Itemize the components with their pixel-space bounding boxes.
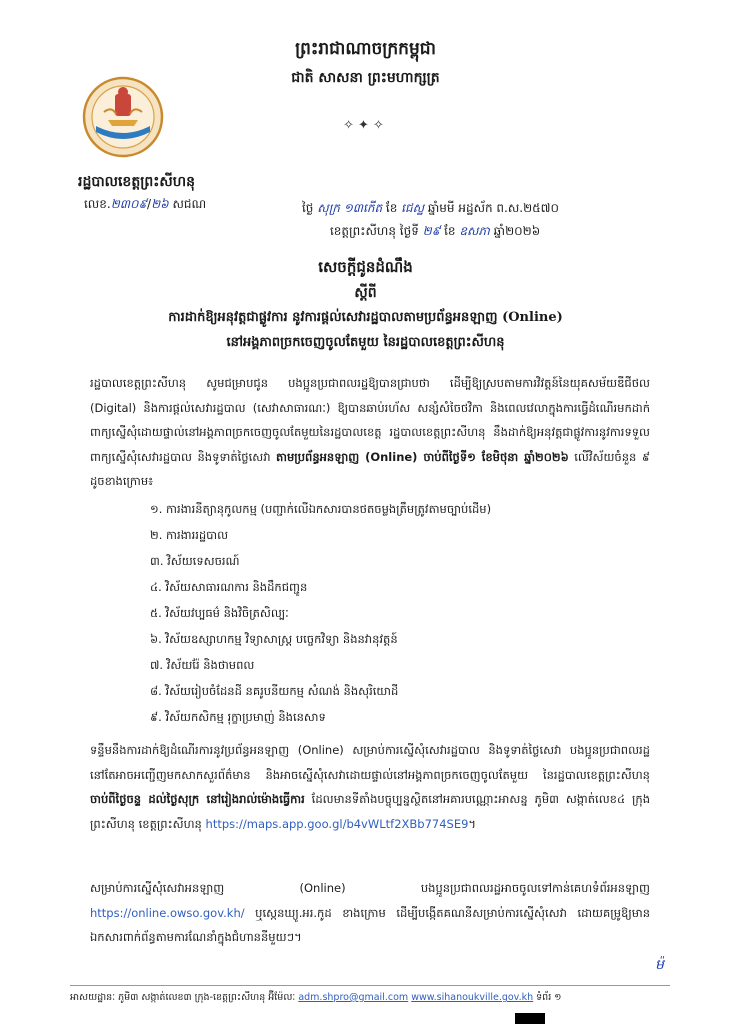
month-label: ខែ	[385, 201, 398, 215]
solar-year: ឆ្នាំ២០២៦	[493, 224, 541, 238]
day-label: ថ្ងៃ	[302, 201, 314, 215]
ornament-divider: ✧✦✧	[343, 118, 388, 133]
footer-page: ទំព័រ ១	[536, 992, 562, 1003]
para2-hours: ចាប់ពីថ្ងៃចន្ទ ដល់ថ្ងៃសុក្រ នៅរៀងរាល់ម៉ោងធ្វើការ	[90, 792, 305, 806]
date-place: ខេត្តព្រះសីហនុ ថ្ងៃទី	[330, 224, 419, 238]
body-paragraph-1	[90, 371, 650, 494]
sector-list	[150, 496, 491, 730]
body-paragraph-3	[90, 876, 650, 950]
owso-link[interactable]: https://online.owso.gov.kh/	[90, 905, 245, 920]
para3-tail: ឬស្កេនឃ្យូ.អរ.កូដ ខាងក្រោម ដើម្បីបង្កើតគណនីសម្រាប់ការស្នើសុំសេវា ដោយគម្រូឱ្យមានឯកសារពាក់ព័ន្ធតាមការណែនាំក្នុងជំហាននីមួយៗ។	[90, 905, 650, 944]
list-item: ២. ការងាររដ្ឋបាល	[150, 528, 229, 542]
list-item: ៤. វិស័យសាធារណការ និងដឹកជញ្ជូន	[150, 580, 308, 594]
maps-link[interactable]: https://maps.app.goo.gl/b4vWLtf2XBb774SE9	[205, 816, 469, 831]
list-item: ៩. វិស័យកសិកម្ម រុក្ខាប្រមាញ់ និងនេសាទ	[150, 710, 326, 724]
list-item: ៥. វិស័យវប្បធម៌ និងវិចិត្រសិល្បៈ	[150, 606, 289, 620]
list-item: ៨. វិស័យរៀបចំដែនដី នគរូបនីយកម្ម សំណង់ និងសុរិយោដី	[150, 684, 399, 698]
national-motto: ជាតិ សាសនា ព្រះមហាក្សត្រ	[291, 70, 440, 86]
ref-year: ២៦	[151, 197, 169, 211]
ref-suffix: សជណ	[172, 197, 207, 211]
subject-line-1: ការដាក់ឱ្យអនុវត្តជាផ្លូវការ នូវការផ្តល់សេវារដ្ឋបាលតាមប្រព័ន្ធអនឡាញ (Online)	[168, 310, 563, 325]
solar-date	[330, 223, 540, 241]
about-label: ស្តីពី	[354, 285, 377, 301]
year-text: ឆ្នាំមមី អដ្ឋស័ក ព.ស.២៥៧០	[427, 201, 560, 215]
para1-text: រដ្ឋបាលខេត្តព្រះសីហនុ សូមជម្រាបជូន បងប្អូនប្រជាពលរដ្ឋឱ្យបានជ្រាបថា ដើម្បីឱ្យស្របតាមការវិវត្តន៍នៃយុគសម័យឌីជីថល (Digital) និងការផ្តល់សេវារដ្ឋបាល (សេវាសាធារណៈ) ឱ្យបានឆាប់រហ័ស សន្សំសំចៃថវិកា និងពេលវេលាក្នុងការធ្វើដំណើរមកដាក់ពាក្យស្នើសុំដោយផ្ទាល់នៅអង្គភាពច្រកចេញចូលតែមួយនៃរដ្ឋបាលខេត្ត រដ្ឋបាលខេត្តព្រះសីហនុ នឹងដាក់ឱ្យអនុវត្តជាផ្លូវការនូវការទទួលពាក្យស្នើសុំសេវារដ្ឋបាល និងទូទាត់ថ្លៃសេវា	[90, 376, 650, 464]
lunar-day: សុក្រ ១៣កើត	[317, 201, 383, 215]
list-item: ១. ការងារនីត្យានុកូលកម្ម (បញ្ជាក់លើឯកសារបានថតចម្លងត្រឹមត្រូវតាមច្បាប់ដើម)	[150, 502, 492, 516]
scan-edge-mark	[515, 1013, 545, 1024]
para2-location: ដែលមានទីតាំងបច្ចុប្បន្នស្ថិតនៅអគារបណ្ណោះអាសន្ន ភូមិ៣ សង្កាត់លេខ៤ ក្រុងព្រះសីហនុ ខេត្តព្រះសីហនុ	[90, 792, 650, 831]
body-paragraph-2	[90, 738, 650, 836]
para1-tail: លើវិស័យចំនួន ៩ ដូចខាងក្រោម៖	[90, 449, 650, 488]
footer-divider	[70, 985, 670, 986]
provincial-seal-logo	[82, 76, 164, 158]
list-item: ៧. វិស័យរ៉ែ និងថាមពល	[150, 658, 255, 672]
solar-month-label: ខែ	[444, 224, 456, 238]
para2-text: ទន្ទឹមនឹងការដាក់ឱ្យដំណើរការនូវប្រព័ន្ធអនឡាញ (Online) សម្រាប់ការស្នើសុំសេវារដ្ឋបាល និងទូទាត់ថ្លៃសេវា បងប្អូនប្រជាពលរដ្ឋនៅតែអាចអញ្ជើញមកសាកសួរព័ត៌មាន និងអាចស្នើសុំសេវាដោយផ្ទាល់នៅអង្គភាពច្រកចេញចូលតែមួយ នៃរដ្ឋបាលខេត្តព្រះសីហនុ	[90, 743, 650, 782]
para3-text: សម្រាប់ការស្នើសុំសេវាអនឡាញ (Online) បងប្អូនប្រជាពលរដ្ឋអាចចូលទៅកាន់គេហទំព័រអនឡាញ	[90, 881, 650, 895]
subject-line-2: នៅអង្គភាពច្រកចេញចូលតែមួយ នៃរដ្ឋបាលខេត្តព្រះសីហនុ	[226, 335, 505, 350]
footer	[70, 991, 561, 1005]
footer-address: អាសយដ្ឋានៈ ភូមិ៣ សង្កាត់លេខ៣ ក្រុង-ខេត្តព្រះសីហនុ អ៊ីម៉ែលៈ	[70, 992, 296, 1003]
solar-day: ២៩	[422, 224, 441, 238]
lunar-date	[302, 200, 559, 218]
solar-month: ឧសភា	[459, 224, 490, 238]
footer-email[interactable]: adm.shpro@gmail.com	[298, 992, 409, 1003]
document-type: សេចក្តីជូនដំណឹង	[318, 258, 413, 276]
ref-number: ២៣០៩	[110, 197, 148, 211]
issuing-authority: រដ្ឋបាលខេត្តព្រះសីហនុ	[78, 174, 195, 190]
ref-prefix: លេខ	[84, 197, 107, 211]
initial-signature: ម៉	[655, 957, 664, 973]
para1-effective-date: តាមប្រព័ន្ធអនឡាញ (Online) ចាប់ពីថ្ងៃទី១ ខែមិថុនា ឆ្នាំ២០២៦	[276, 449, 569, 464]
reference-number: លេខ.២៣០៩/២៦ សជណ	[84, 197, 207, 211]
kingdom-heading: ព្រះរាជាណាចក្រកម្ពុជា	[295, 39, 436, 59]
lunar-month: ជេស្ឋ	[401, 201, 425, 215]
para2-end: ។	[468, 816, 477, 831]
list-item: ៣. វិស័យទេសចរណ៍	[150, 554, 240, 568]
list-item: ៦. វិស័យឧស្សាហកម្ម វិទ្យាសាស្ត្រ បច្ចេកវិទ្យា និងនវានុវត្តន៍	[150, 632, 398, 646]
footer-website[interactable]: www.sihanoukville.gov.kh	[411, 992, 534, 1003]
